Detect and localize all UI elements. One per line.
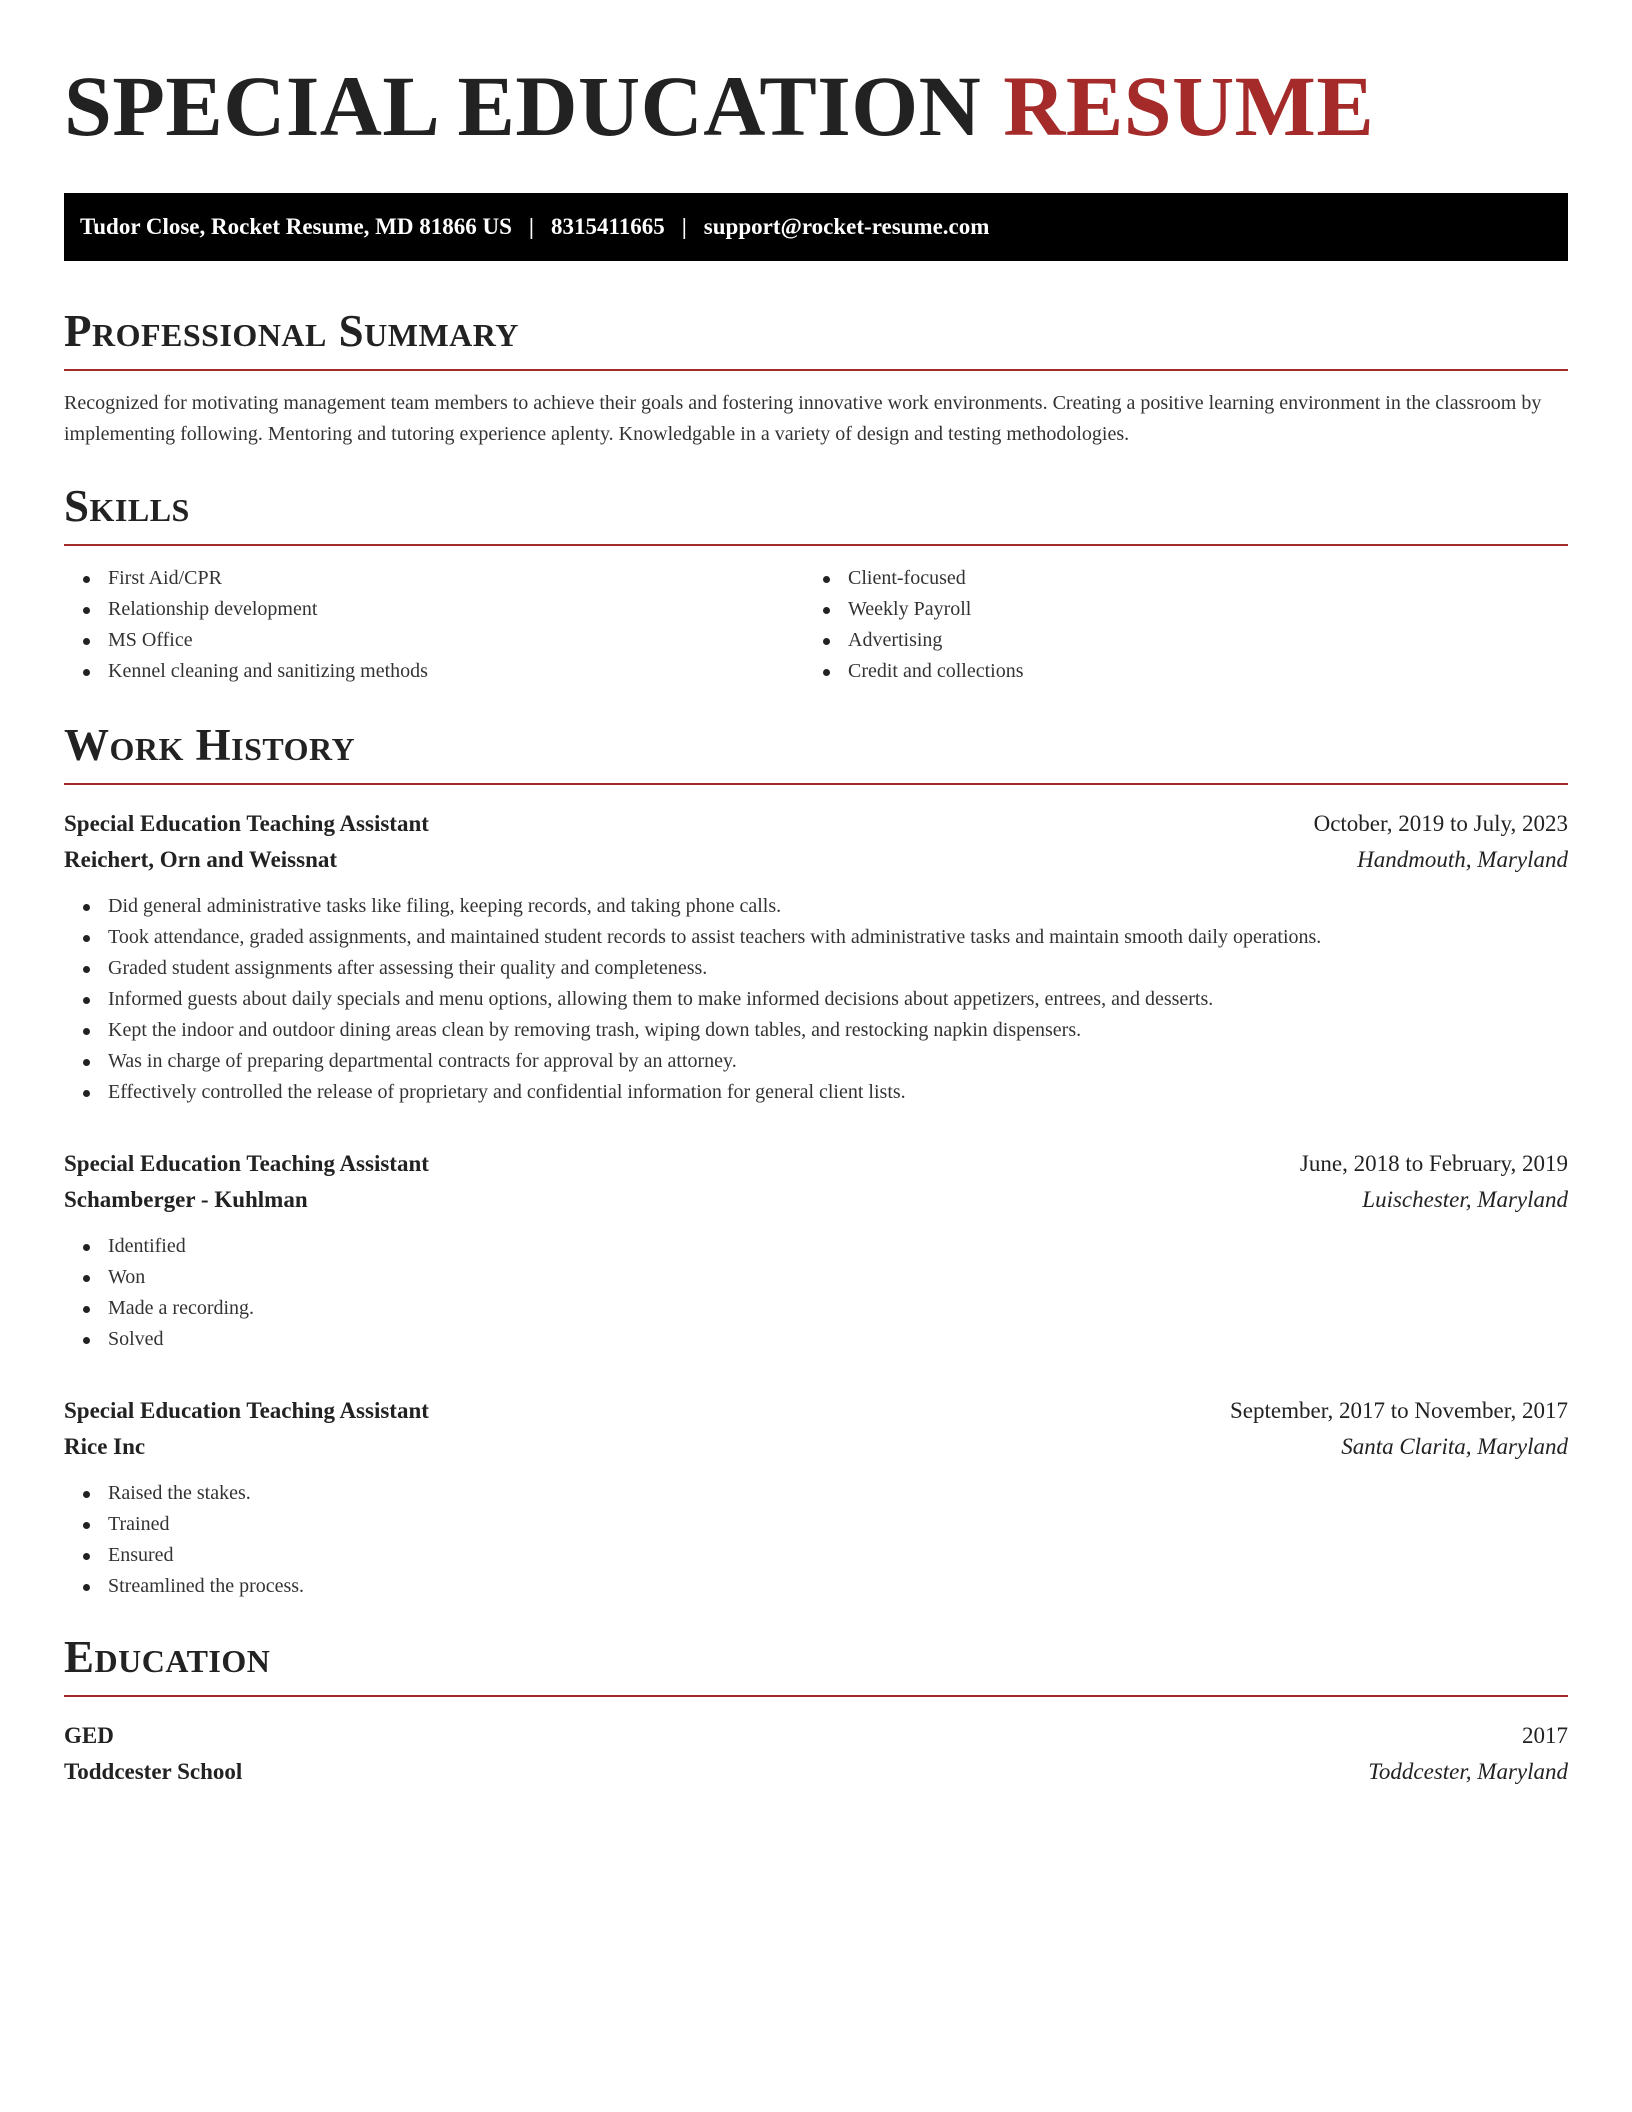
section-divider [64,544,1568,546]
job-duties-list [64,891,1568,1108]
title-main: SPECIAL EDUCATION [64,58,982,154]
job-duty: Streamlined the process. [64,1571,1568,1602]
skill-item: Relationship development [64,594,804,625]
job-duty: Did general administrative tasks like filing, keeping records, and taking phone calls. [64,891,1568,922]
contact-separator: | [681,214,687,239]
job-company: Reichert, Orn and Weissnat [64,847,338,872]
skills-list-right [804,563,1544,687]
summary-heading: Professional Summary [64,306,519,356]
summary-text: Recognized for motivating management team members to achieve their goals and fostering innovative work environments. Creating a positive learning environment in the classroom by implementing following. Mentoring and tutoring experience aplenty. Knowledgable in a variety of design and testing methodologies. [64,392,1542,445]
job-duty: Solved [64,1324,1568,1355]
job-location: Santa Clarita, Maryland [1341,1434,1568,1459]
contact-bar [64,193,1568,261]
job-duty: Raised the stakes. [64,1478,1568,1509]
job-duty: Took attendance, graded assignments, and maintained student records to assist teachers with administrative tasks and maintain smooth daily operations. [64,922,1568,953]
contact-separator: | [528,214,534,239]
skills-heading: Skills [64,481,190,531]
job-duty: Made a recording. [64,1293,1568,1324]
job-duty: Effectively controlled the release of proprietary and confidential information for general client lists. [64,1077,1568,1108]
job-location: Luischester, Maryland [1362,1187,1568,1212]
job-dates: October, 2019 to July, 2023 [1313,811,1568,836]
job-company-row [64,842,1568,878]
job-header-row [64,1393,1568,1429]
job-entry [64,1146,1568,1355]
job-header-row [64,806,1568,842]
job-entry [64,1393,1568,1602]
work-history-heading: Work History [64,720,356,770]
skill-item: Client-focused [804,563,1544,594]
education-location: Toddcester, Maryland [1368,1759,1568,1784]
job-duty: Informed guests about daily specials and menu options, allowing them to make informed decisions about appetizers, entrees, and desserts. [64,984,1568,1015]
section-divider [64,369,1568,371]
job-company: Schamberger - Kuhlman [64,1187,308,1212]
skill-item: Advertising [804,625,1544,656]
education-year: 2017 [1522,1723,1568,1748]
job-company: Rice Inc [64,1434,146,1459]
job-company-row [64,1182,1568,1218]
job-duty: Kept the indoor and outdoor dining areas clean by removing trash, wiping down tables, and restocking napkin dispensers. [64,1015,1568,1046]
section-divider [64,783,1568,785]
job-dates: June, 2018 to February, 2019 [1299,1151,1568,1176]
skills-column-left [64,563,804,687]
education-school: Toddcester School [64,1759,243,1784]
job-company-row [64,1429,1568,1465]
job-duty: Graded student assignments after assessing their quality and completeness. [64,953,1568,984]
job-location: Handmouth, Maryland [1357,847,1568,872]
job-duty: Ensured [64,1540,1568,1571]
job-header-row [64,1146,1568,1182]
education-degree: GED [64,1723,114,1748]
education-school-row [64,1754,1568,1790]
job-dates: September, 2017 to November, 2017 [1230,1398,1568,1423]
skill-item: MS Office [64,625,804,656]
skills-grid [64,563,1568,687]
job-duty: Won [64,1262,1568,1293]
skill-item: Weekly Payroll [804,594,1544,625]
resume-title [64,56,1568,156]
job-duties-list [64,1231,1568,1355]
job-duties-list [64,1478,1568,1602]
job-position: Special Education Teaching Assistant [64,1398,429,1423]
job-position: Special Education Teaching Assistant [64,1151,429,1176]
job-duty: Identified [64,1231,1568,1262]
section-divider [64,1695,1568,1697]
skills-list-left [64,563,804,687]
job-duty: Trained [64,1509,1568,1540]
contact-email: support@rocket-resume.com [703,214,990,239]
education-header-row [64,1718,1568,1754]
skill-item: First Aid/CPR [64,563,804,594]
job-duty: Was in charge of preparing departmental contracts for approval by an attorney. [64,1046,1568,1077]
contact-address: Tudor Close, Rocket Resume, MD 81866 US [80,214,512,239]
title-accent: RESUME [1003,58,1375,154]
job-entry [64,806,1568,1108]
skill-item: Kennel cleaning and sanitizing methods [64,656,804,687]
contact-phone: 8315411665 [550,214,665,239]
skill-item: Credit and collections [804,656,1544,687]
education-heading: Education [64,1632,271,1682]
job-position: Special Education Teaching Assistant [64,811,429,836]
skills-column-right [804,563,1544,687]
education-entry [64,1718,1568,1790]
